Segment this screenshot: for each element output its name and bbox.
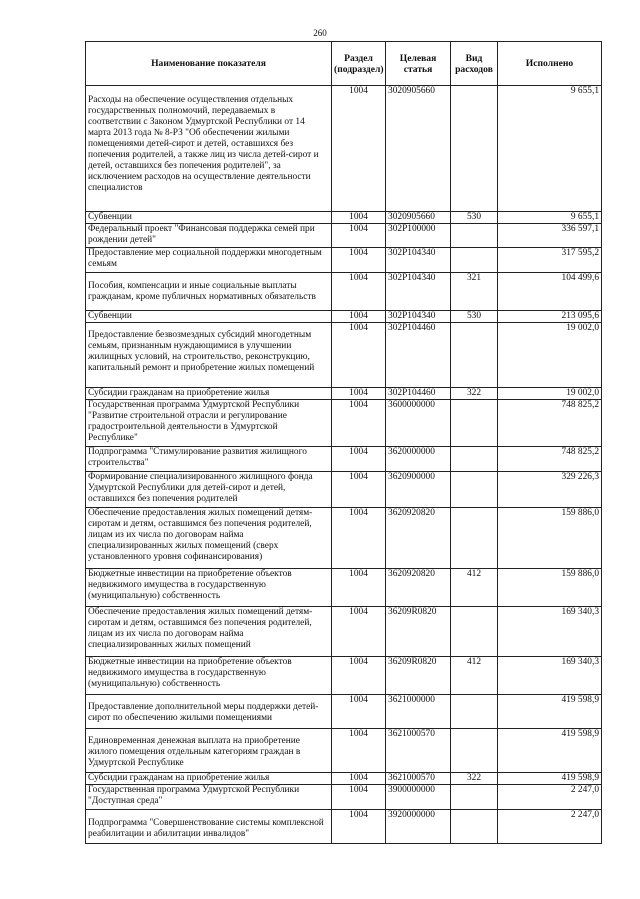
cell-name: Субсидии гражданам на приобретение жилья xyxy=(86,388,332,400)
table-row xyxy=(86,400,602,447)
cell-executed: 329 226,3 xyxy=(498,472,602,508)
header-section: Раздел (подраздел) xyxy=(332,42,386,86)
table-row xyxy=(86,323,602,388)
cell-executed: 19 002,0 xyxy=(498,323,602,388)
table-row xyxy=(86,569,602,607)
cell-name: Государственная программа Удмуртской Республики "Доступная среда" xyxy=(86,785,332,810)
cell-expense-type xyxy=(451,248,498,273)
cell-section: 1004 xyxy=(332,224,386,248)
header-target: Целевая статья xyxy=(386,42,451,86)
cell-executed: 748 825,2 xyxy=(498,400,602,447)
cell-expense-type: 530 xyxy=(451,212,498,224)
cell-section: 1004 xyxy=(332,810,386,844)
cell-section: 1004 xyxy=(332,729,386,773)
cell-section: 1004 xyxy=(332,273,386,311)
header-expense-type: Вид расходов xyxy=(451,42,498,86)
cell-section: 1004 xyxy=(332,472,386,508)
cell-target: 302P104460 xyxy=(386,323,451,388)
cell-expense-type xyxy=(451,447,498,472)
cell-target: 3020905660 xyxy=(386,86,451,212)
table-row xyxy=(86,224,602,248)
cell-name: Формирование специализированного жилищного фонда Удмуртской Республики для детей-сирот и детей, оставшихся без попечения родителей xyxy=(86,472,332,508)
cell-section: 1004 xyxy=(332,695,386,729)
cell-executed: 169 340,3 xyxy=(498,657,602,695)
table-row xyxy=(86,212,602,224)
cell-section: 1004 xyxy=(332,212,386,224)
cell-name: Единовременная денежная выплата на приобретение жилого помещения отдельным категориям граждан в Удмуртской Республике xyxy=(86,729,332,773)
cell-executed: 336 597,1 xyxy=(498,224,602,248)
cell-name: Федеральный проект "Финансовая поддержка семей при рождении детей" xyxy=(86,224,332,248)
cell-target: 302P104340 xyxy=(386,311,451,323)
cell-section: 1004 xyxy=(332,388,386,400)
table-row xyxy=(86,311,602,323)
cell-section: 1004 xyxy=(332,785,386,810)
cell-target: 302P104460 xyxy=(386,388,451,400)
cell-expense-type xyxy=(451,695,498,729)
table-row xyxy=(86,810,602,844)
cell-expense-type: 322 xyxy=(451,388,498,400)
cell-expense-type xyxy=(451,508,498,569)
cell-name: Бюджетные инвестиции на приобретение объектов недвижимого имущества в государственную (муниципальную) собственность xyxy=(86,569,332,607)
table-row xyxy=(86,695,602,729)
cell-name: Субвенции xyxy=(86,311,332,323)
cell-expense-type xyxy=(451,810,498,844)
cell-target: 3620900000 xyxy=(386,472,451,508)
cell-executed: 159 886,0 xyxy=(498,569,602,607)
cell-executed: 2 247,0 xyxy=(498,785,602,810)
cell-executed: 9 655,1 xyxy=(498,212,602,224)
cell-expense-type xyxy=(451,86,498,212)
cell-name: Субсидии гражданам на приобретение жилья xyxy=(86,773,332,785)
cell-expense-type: 321 xyxy=(451,273,498,311)
cell-expense-type xyxy=(451,472,498,508)
cell-target: 3621000570 xyxy=(386,773,451,785)
cell-target: 3600000000 xyxy=(386,400,451,447)
cell-target: 3621000000 xyxy=(386,695,451,729)
table-row xyxy=(86,86,602,212)
cell-section: 1004 xyxy=(332,311,386,323)
table-row xyxy=(86,388,602,400)
cell-target: 3620920820 xyxy=(386,508,451,569)
cell-name: Подпрограмма "Стимулирование развития жилищного строительства" xyxy=(86,447,332,472)
cell-executed: 169 340,3 xyxy=(498,607,602,657)
table-row xyxy=(86,607,602,657)
cell-expense-type: 322 xyxy=(451,773,498,785)
cell-executed: 9 655,1 xyxy=(498,86,602,212)
cell-expense-type xyxy=(451,729,498,773)
cell-name: Расходы на обеспечение осуществления отдельных государственных полномочий, передаваемых в соответствии с Законом Удмуртской Республики от 14 марта 2013 года № 8-РЗ "Об обеспечении жилыми помещениями детей-сирот и детей, оставшихся без попечения родителей, а также лиц из числа детей-сирот и детей, оставшихся без попечения родителей", за исключением расходов на осуществление деятельности специалистов xyxy=(86,86,332,212)
cell-target: 3620920820 xyxy=(386,569,451,607)
cell-section: 1004 xyxy=(332,773,386,785)
cell-name: Предоставление дополнительной меры поддержки детей-сирот по обеспечению жилыми помещениями xyxy=(86,695,332,729)
cell-target: 302P104340 xyxy=(386,273,451,311)
budget-table xyxy=(85,41,602,844)
cell-executed: 419 598,9 xyxy=(498,729,602,773)
cell-section: 1004 xyxy=(332,248,386,273)
cell-section: 1004 xyxy=(332,323,386,388)
cell-target: 36209R0820 xyxy=(386,657,451,695)
cell-expense-type xyxy=(451,224,498,248)
cell-expense-type: 412 xyxy=(451,657,498,695)
cell-expense-type xyxy=(451,323,498,388)
cell-name: Предоставление мер социальной поддержки многодетным семьям xyxy=(86,248,332,273)
cell-name: Государственная программа Удмуртской Республики "Развитие строительной отрасли и регулирование градостроительной деятельности в Удмуртской Республике" xyxy=(86,400,332,447)
cell-target: 3020905660 xyxy=(386,212,451,224)
table-row xyxy=(86,447,602,472)
cell-executed: 19 002,0 xyxy=(498,388,602,400)
page-number: 260 xyxy=(313,28,327,38)
cell-name: Обеспечение предоставления жилых помещений детям-сиротам и детям, оставшимся без попечения родителей, лицам из их числа по договорам найма специализированных жилых помещений (сверх установленного уровня софинансирования) xyxy=(86,508,332,569)
cell-section: 1004 xyxy=(332,657,386,695)
table-row xyxy=(86,785,602,810)
table-row xyxy=(86,248,602,273)
table-row xyxy=(86,273,602,311)
cell-executed: 2 247,0 xyxy=(498,810,602,844)
table-row xyxy=(86,773,602,785)
cell-section: 1004 xyxy=(332,447,386,472)
cell-executed: 159 886,0 xyxy=(498,508,602,569)
cell-target: 36209R0820 xyxy=(386,607,451,657)
cell-name: Предоставление безвозмездных субсидий многодетным семьям, признанным нуждающимися в улучшении жилищных условий, на строительство, реконструкцию, капитальный ремонт и приобретение жилых помещений xyxy=(86,323,332,388)
cell-name: Субвенции xyxy=(86,212,332,224)
cell-target: 3620000000 xyxy=(386,447,451,472)
cell-executed: 419 598,9 xyxy=(498,773,602,785)
cell-name: Обеспечение предоставления жилых помещений детям-сиротам и детям, оставшимся без попечения родителей, лицам из их числа по договорам найма специализированных жилых помещений xyxy=(86,607,332,657)
cell-name: Подпрограмма "Совершенствование системы комплексной реабилитации и абилитации инвалидов" xyxy=(86,810,332,844)
cell-target: 302P104340 xyxy=(386,248,451,273)
cell-executed: 419 598,9 xyxy=(498,695,602,729)
cell-section: 1004 xyxy=(332,86,386,212)
table-row xyxy=(86,729,602,773)
cell-target: 3900000000 xyxy=(386,785,451,810)
cell-section: 1004 xyxy=(332,508,386,569)
cell-section: 1004 xyxy=(332,569,386,607)
cell-expense-type xyxy=(451,785,498,810)
header-name: Наименование показателя xyxy=(86,42,332,86)
cell-target: 3621000570 xyxy=(386,729,451,773)
cell-executed: 317 595,2 xyxy=(498,248,602,273)
cell-section: 1004 xyxy=(332,607,386,657)
table-row xyxy=(86,657,602,695)
cell-executed: 104 499,6 xyxy=(498,273,602,311)
cell-target: 302P100000 xyxy=(386,224,451,248)
cell-expense-type xyxy=(451,607,498,657)
cell-expense-type: 530 xyxy=(451,311,498,323)
cell-name: Бюджетные инвестиции на приобретение объектов недвижимого имущества в государственную (муниципальную) собственность xyxy=(86,657,332,695)
cell-name: Пособия, компенсации и иные социальные выплаты гражданам, кроме публичных нормативных обязательств xyxy=(86,273,332,311)
table-row xyxy=(86,508,602,569)
header-executed: Исполнено xyxy=(498,42,602,86)
cell-executed: 213 095,6 xyxy=(498,311,602,323)
table-header-row xyxy=(86,42,602,86)
cell-executed: 748 825,2 xyxy=(498,447,602,472)
table-row xyxy=(86,472,602,508)
cell-expense-type xyxy=(451,400,498,447)
cell-target: 3920000000 xyxy=(386,810,451,844)
cell-expense-type: 412 xyxy=(451,569,498,607)
cell-section: 1004 xyxy=(332,400,386,447)
